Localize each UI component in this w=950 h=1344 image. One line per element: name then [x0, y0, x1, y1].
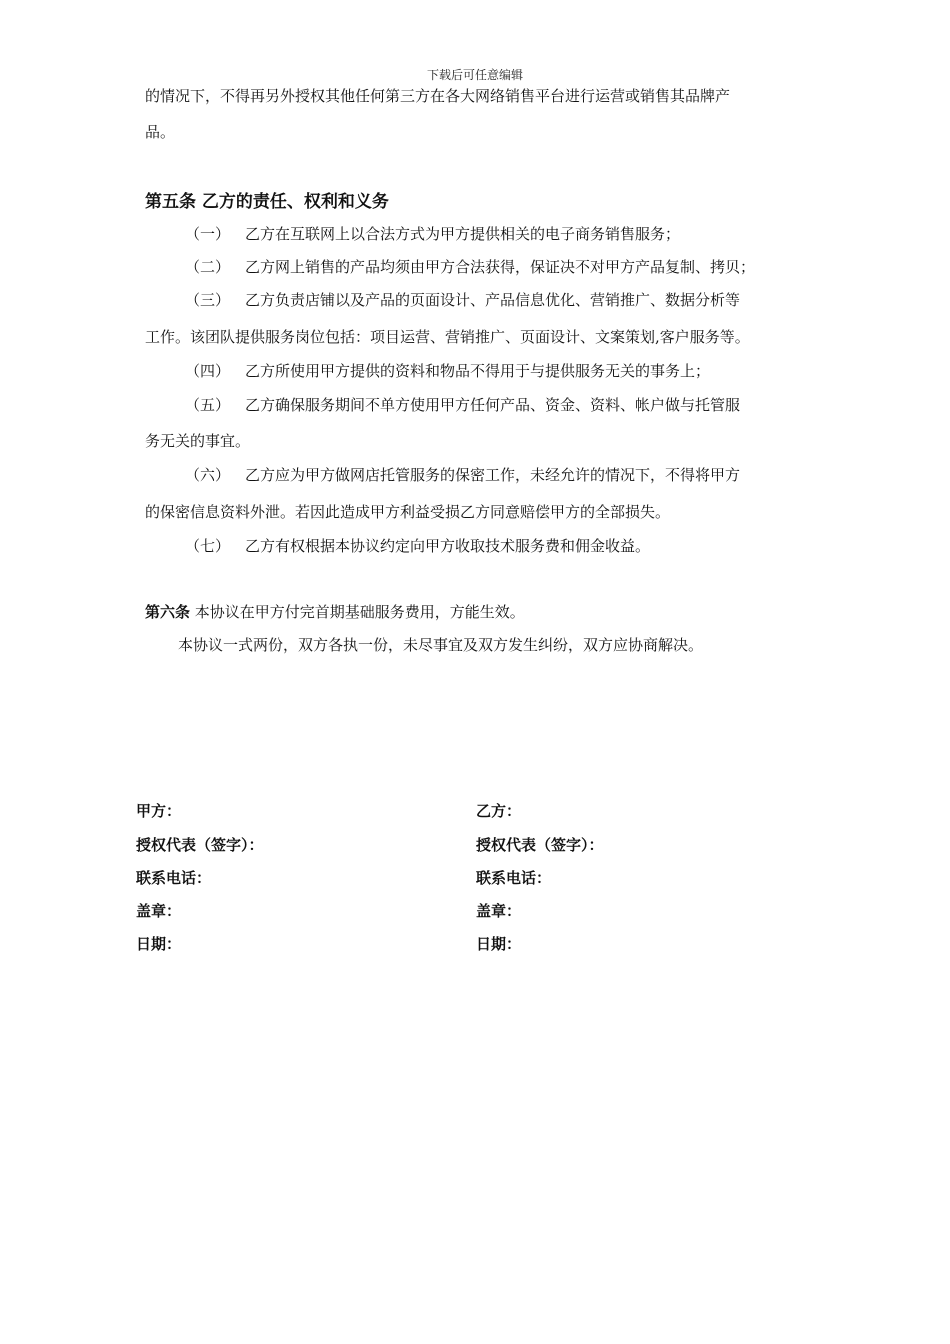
article6-line: [145, 602, 525, 622]
article5-item-2-num: （二）: [185, 258, 231, 276]
continuation-line-2: 品。: [145, 123, 176, 141]
article5-item-4-text: 乙方所使用甲方提供的资料和物品不得用于与提供服务无关的事务上；: [245, 362, 711, 380]
article5-item-2-text: 乙方网上销售的产品均须由甲方合法获得，保证决不对甲方产品复制、拷贝；: [245, 258, 756, 276]
party-b-date-label: 日期：: [476, 935, 522, 953]
party-b-seal-label: 盖章：: [476, 902, 522, 920]
header-note: 下载后可任意编辑: [426, 68, 523, 82]
article5-item-3-cont: 工作。该团队提供服务岗位包括：项目运营、营销推广、页面设计、文案策划,客户服务等。: [145, 328, 750, 346]
article5-item-6-cont: 的保密信息资料外泄。若因此造成甲方利益受损乙方同意赔偿甲方的全部损失。: [145, 503, 671, 521]
party-b-phone-label: 联系电话：: [476, 869, 552, 887]
party-b-rep-label: 授权代表（签字）：: [476, 836, 604, 854]
article5-item-7-num: （七）: [185, 537, 231, 555]
party-b-label: 乙方：: [476, 802, 522, 820]
article5-title: 第五条 乙方的责任、权利和义务: [145, 192, 389, 212]
article6-text: 本协议在甲方付完首期基础服务费用，方能生效。: [190, 603, 525, 621]
party-a-rep-label: 授权代表（签字）：: [136, 836, 264, 854]
article5-item-1-text: 乙方在互联网上以合法方式为甲方提供相关的电子商务销售服务；: [245, 225, 681, 243]
continuation-line-1: 的情况下，不得再另外授权其他任何第三方在各大网络销售平台进行运营或销售其品牌产: [145, 87, 731, 105]
article6-title: 第六条: [145, 603, 191, 621]
article5-item-4-num: （四）: [185, 362, 231, 380]
article5-item-5-cont: 务无关的事宜。: [145, 432, 251, 450]
party-a-seal-label: 盖章：: [136, 902, 182, 920]
article5-item-1-num: （一）: [185, 225, 231, 243]
article6-para2: 本协议一式两份，双方各执一份，未尽事宜及双方发生纠纷，双方应协商解决。: [178, 636, 704, 654]
article5-item-7-text: 乙方有权根据本协议约定向甲方收取技术服务费和佣金收益。: [245, 537, 651, 555]
article5-item-3-num: （三）: [185, 291, 231, 309]
article5-item-3-text: 乙方负责店铺以及产品的页面设计、产品信息优化、营销推广、数据分析等: [245, 291, 741, 309]
article5-item-5-num: （五）: [185, 396, 231, 414]
article5-item-5-text: 乙方确保服务期间不单方使用甲方任何产品、资金、资料、帐户做与托管服: [245, 396, 741, 414]
party-a-phone-label: 联系电话：: [136, 869, 212, 887]
party-a-date-label: 日期：: [136, 935, 182, 953]
article5-item-6-num: （六）: [185, 466, 231, 484]
party-a-label: 甲方：: [136, 802, 182, 820]
article5-item-6-text: 乙方应为甲方做网店托管服务的保密工作，未经允许的情况下，不得将甲方: [245, 466, 741, 484]
